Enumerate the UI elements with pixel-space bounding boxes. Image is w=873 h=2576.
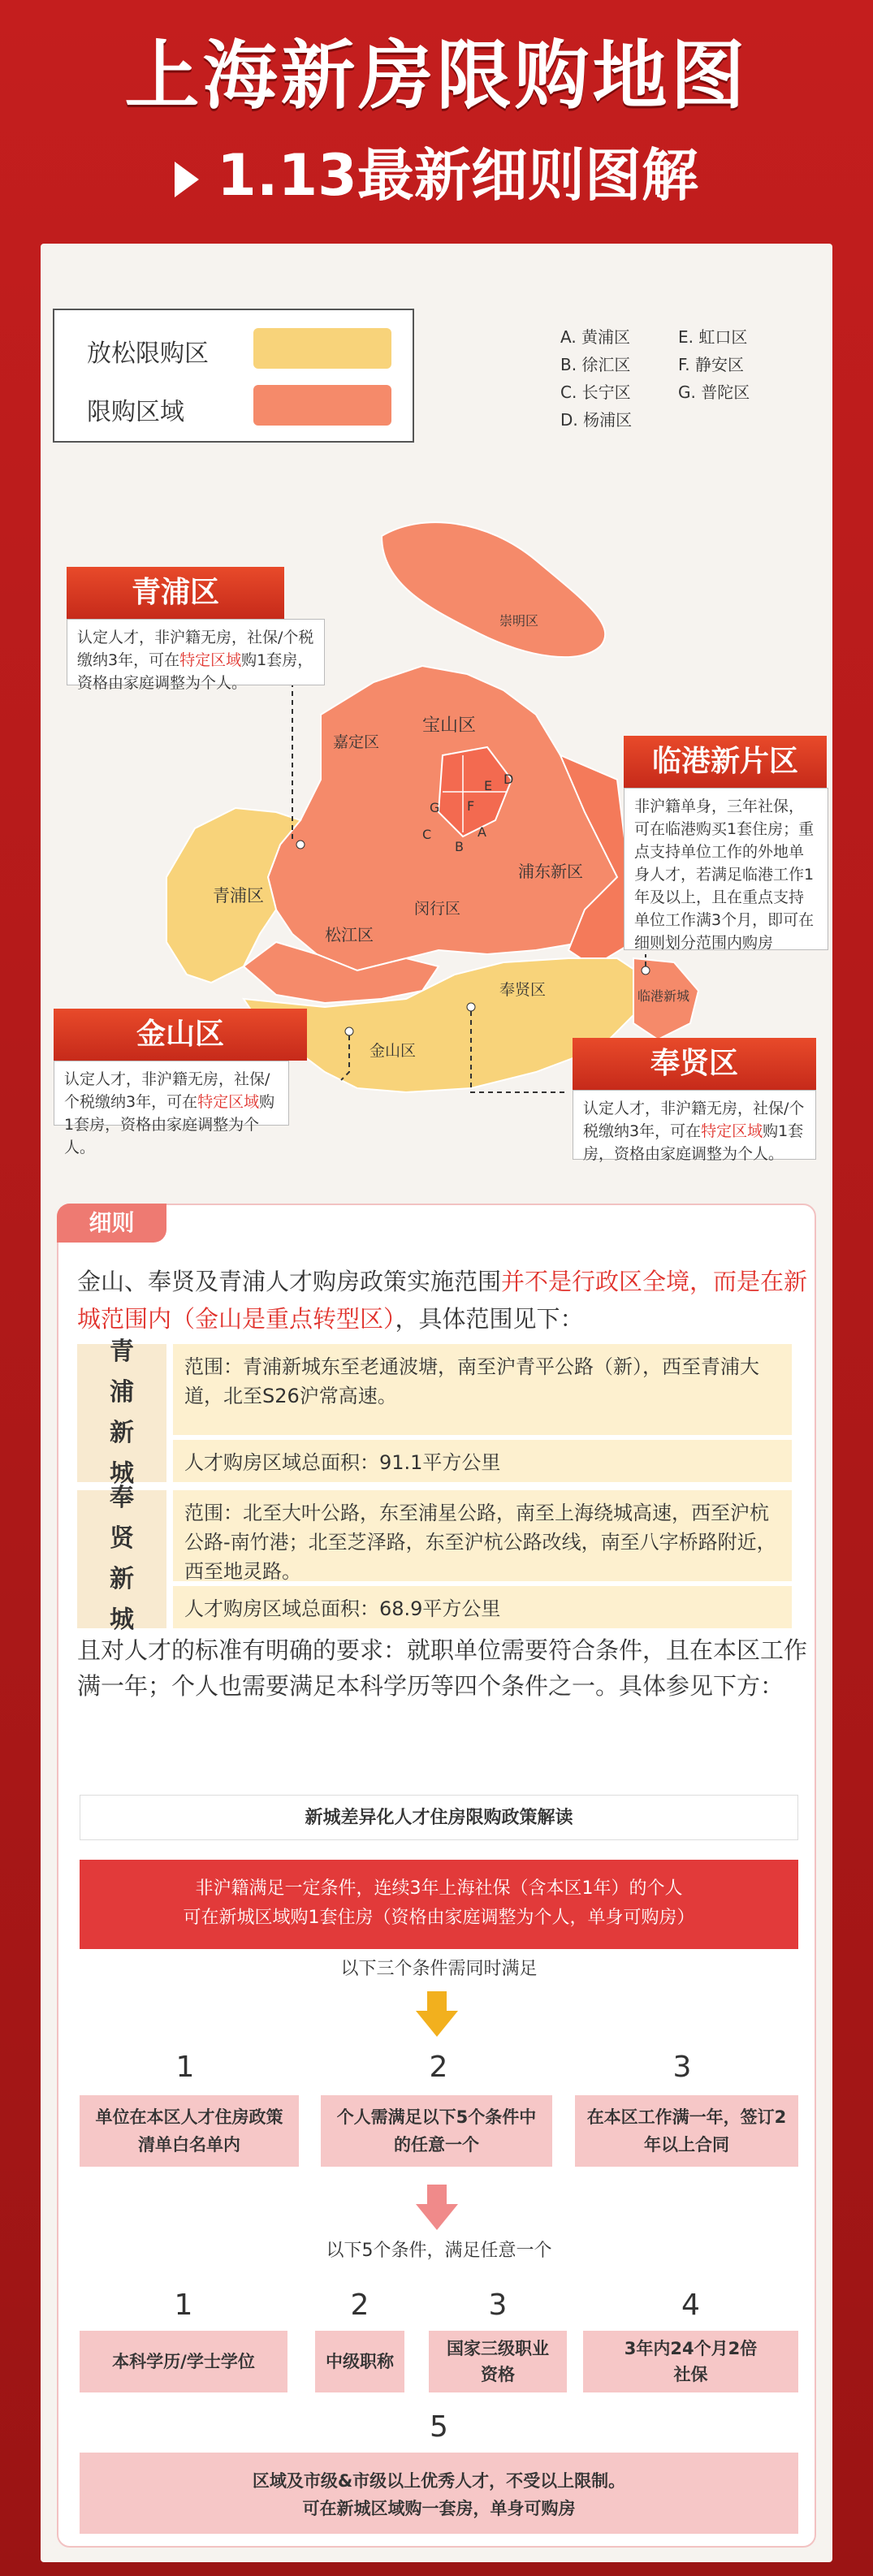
- five-condition-label: 以下5个条件，满足任意一个: [326, 2241, 552, 2261]
- zone-area: 人才购房区域总面积：68.9平方公里: [173, 1586, 792, 1628]
- panel-text: 非沪籍单身，三年社保，可在临港购买1套住房；重点支持单位工作的外地单身人才，若满足临港工作1年及以上，且在重点支持单位工作满3个月，即可在细则划分范围内购房: [634, 797, 815, 952]
- map-region-chongming: [382, 522, 605, 657]
- three-condition-label: 以下三个条件需同时满足: [340, 1959, 538, 1979]
- map-label-qingpu: 青浦区: [213, 886, 264, 905]
- five-box-5-line2: 可在新城区域购一套房，单身可购房: [302, 2499, 576, 2518]
- panel-text: 购1套房，资格由家庭调整为个人。: [583, 1122, 804, 1163]
- district-item: D. 杨浦区: [560, 410, 633, 430]
- page-title: 上海新房限购地图: [124, 32, 749, 119]
- panel-text: 购1套房，资格由家庭调整为个人。: [64, 1093, 275, 1156]
- legend-restricted-label: 限购区域: [87, 398, 184, 426]
- map-label-chongming: 崇明区: [499, 613, 539, 629]
- arrow-down-icon: [416, 2185, 458, 2230]
- map-label-d: D: [503, 772, 514, 787]
- zone-scope: 范围：青浦新城东至老通波塘，南至沪青平公路（新），西至青浦大道，北至S26沪常高速。: [173, 1344, 792, 1435]
- chart-banner-line1: 非沪籍满足一定条件，连续3年上海社保（含本区1年）的个人: [195, 1878, 683, 1899]
- five-num: 3: [488, 2289, 508, 2322]
- zone-name: 奉贤新城: [77, 1490, 166, 1628]
- cond-num: 1: [175, 2051, 195, 2084]
- district-item: B. 徐汇区: [560, 355, 631, 374]
- zone-qingpu: [77, 1338, 792, 1488]
- panel-text: 购1套房，资格由家庭调整为个人。: [77, 651, 313, 692]
- district-item: E. 虹口区: [678, 327, 748, 347]
- panel-tag-lingang: 临港新片区: [624, 736, 827, 788]
- cond-box-2: 个人需满足以下5个条件中的任意一个: [321, 2095, 552, 2167]
- panel-highlight: 特定区域: [701, 1122, 763, 1140]
- rules-intro: [77, 1263, 808, 1338]
- map-label-pudong: 浦东新区: [518, 862, 583, 881]
- panel-tag-qingpu: 青浦区: [67, 567, 284, 619]
- panel-lingang: [624, 788, 828, 950]
- panel-highlight: 特定区域: [197, 1093, 260, 1111]
- zone-name: 青浦新城: [77, 1344, 166, 1482]
- zone-area: 人才购房区域总面积：91.1平方公里: [173, 1440, 792, 1482]
- zone-scope: 范围：北至大叶公路，东至浦星公路，南至上海绕城高速，西至沪杭公路-南竹港；北至芝泽路，东至沪杭公路改线，南至八字桥路附近，西至地灵路。: [173, 1490, 792, 1581]
- map-label-songjiang: 松江区: [325, 925, 374, 944]
- map-marker-jinshan: [345, 1027, 353, 1035]
- map-marker-fengxian: [467, 1003, 475, 1011]
- district-item: G. 普陀区: [678, 383, 750, 402]
- chart-title: 新城差异化人才住房限购政策解读: [80, 1795, 798, 1840]
- five-num: 2: [350, 2289, 370, 2322]
- panel-tag-fengxian: 奉贤区: [573, 1038, 816, 1090]
- map-label-a: A: [478, 824, 486, 840]
- five-box-2: 中级职称: [315, 2331, 404, 2392]
- cond-num: 2: [429, 2051, 448, 2084]
- subtitle-text: 1.13最新细则图解: [217, 142, 698, 209]
- map-label-b: B: [455, 839, 464, 854]
- five-box-4: 3年内24个月2倍社保: [583, 2331, 798, 2392]
- rules-intro-text-end: ，具体范围见下：: [395, 1305, 584, 1333]
- map-marker-lingang: [642, 966, 650, 975]
- panel-text: 认定人才，非沪籍无房，社保/个税缴纳3年，可在: [77, 629, 314, 669]
- five-box-1: 本科学历/学士学位: [80, 2331, 287, 2392]
- map-label-c: C: [422, 827, 432, 842]
- map-marker-qingpu: [296, 841, 305, 849]
- zone-fengxian: [77, 1484, 792, 1634]
- map-label-fengxian: 奉贤区: [499, 981, 547, 999]
- panel-text: 认定人才，非沪籍无房，社保/个税缴纳3年，可在: [64, 1070, 270, 1111]
- map-label-baoshan: 宝山区: [422, 715, 477, 736]
- panel-tag-jinshan: 金山区: [54, 1009, 307, 1061]
- arrow-down-icon: [416, 1991, 458, 2037]
- cond-box-1: 单位在本区人才住房政策清单白名单内: [80, 2095, 299, 2167]
- rules-tab: 细则: [57, 1204, 166, 1243]
- five-box-5: [80, 2453, 798, 2534]
- map-label-jiading: 嘉定区: [333, 733, 380, 751]
- rules-intro-highlight: 并不是行政区全境，而是在新城范围内（金山是重点转型区）: [77, 1268, 808, 1333]
- five-num: 4: [681, 2289, 700, 2322]
- district-item: A. 黄浦区: [560, 327, 631, 347]
- district-item: F. 静安区: [678, 355, 745, 374]
- map-label-minhang: 闵行区: [414, 900, 461, 918]
- cond-box-3: 在本区工作满一年，签订2年以上合同: [575, 2095, 798, 2167]
- panel-fengxian: [573, 1090, 816, 1163]
- map-label-jinshan: 金山区: [370, 1042, 417, 1060]
- district-item: C. 长宁区: [560, 383, 631, 402]
- five-num: 5: [430, 2410, 448, 2444]
- five-num: 1: [174, 2289, 193, 2322]
- panel-qingpu: [67, 619, 325, 692]
- rules-intro-text: 金山、奉贤及青浦人才购房政策实施范围: [77, 1268, 502, 1295]
- cond-num: 3: [672, 2051, 692, 2084]
- map-label-f: F: [467, 798, 475, 814]
- map-label-g: G: [430, 800, 440, 815]
- five-box-3: 国家三级职业资格: [429, 2331, 567, 2392]
- panel-text: 认定人才，非沪籍无房，社保/个税缴纳3年，可在: [583, 1100, 805, 1140]
- chart-banner-line2: 可在新城区域购1套住房（资格由家庭调整为个人，单身可购房）: [183, 1908, 695, 1928]
- requirements-text: 且对人才的标准有明确的要求：就职单位需要符合条件，且在本区工作满一年；个人也需要满足本科学历等四个条件之一。具体参见下方：: [77, 1636, 808, 1700]
- five-box-5-line1: 区域及市级&市级以上优秀人才，不受以上限制。: [252, 2471, 626, 2491]
- map-label-lingang: 临港新城: [637, 988, 690, 1004]
- legend-relaxed-label: 放松限购区: [87, 339, 209, 368]
- panel-highlight: 特定区域: [179, 651, 242, 669]
- panel-jinshan: [54, 1061, 289, 1156]
- map-label-e: E: [484, 778, 493, 793]
- chart-banner: [80, 1860, 798, 1949]
